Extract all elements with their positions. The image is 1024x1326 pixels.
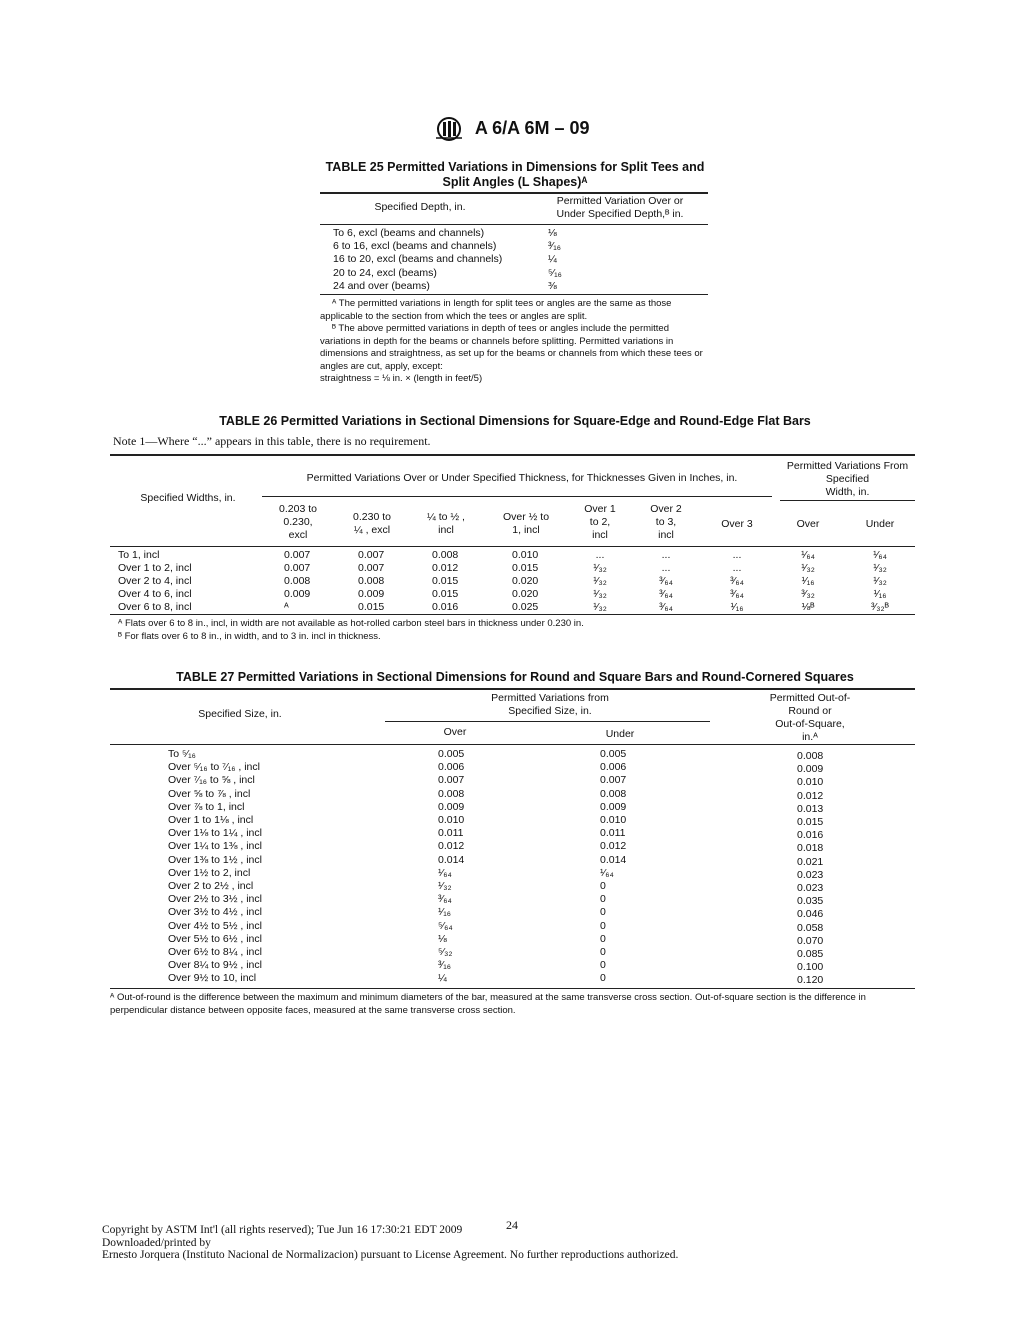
table26-footnote-a: ᴬ Flats over 6 to 8 in., incl, in width are not available as hot-rolled carbon steel bars in thickness under 0.230 in.: [118, 618, 584, 629]
table26-value-cell: 0.007: [284, 549, 311, 561]
table27-caption: TABLE 27 Permitted Variations in Sectional Dimensions for Round and Square Bars and Round-Cornered Squares: [176, 670, 854, 684]
table25-variation-cell: ¼: [548, 253, 557, 266]
table27-out-of-round-cell: 0.015: [797, 816, 824, 828]
table27-head-out-of-round: Permitted Out-of- Round or Out-of-Square, in.ᴬ: [769, 692, 851, 743]
table27-over-cell: ¹⁄₃₂: [438, 880, 452, 892]
table27-over-cell: ⁵⁄₆₄: [438, 919, 453, 932]
table27-out-of-round-cell: 0.100: [797, 961, 824, 974]
table27-under-cell: 0: [600, 959, 606, 972]
table26-subheader-line: incl: [592, 529, 608, 541]
table27-under-cell: 0: [600, 946, 606, 958]
table25-variation-cell: ⅜: [548, 279, 557, 292]
footer: [102, 1224, 678, 1262]
table27-under-cell: 0: [600, 932, 606, 945]
table26-subheader: [697, 518, 777, 531]
table27-over-cell: ⁵⁄₃₂: [438, 946, 453, 958]
table25-depth-cell: 6 to 16, excl (beams and channels): [333, 240, 497, 253]
table26-subheader-line: Over ½ to: [502, 511, 550, 523]
table26-value-cell: ¹⁄₃₂: [801, 562, 815, 574]
table25-variation-cell: ⁵⁄₁₆: [548, 266, 562, 279]
table27-out-of-round-cell: 0.046: [797, 908, 824, 921]
table27-over-cell: 0.007: [438, 774, 465, 787]
table27-size-cell: Over 1¼ to 1⅜ , incl: [168, 840, 262, 853]
table26-value-cell: 0.009: [284, 588, 311, 600]
table25-footnote-b2: straightness = ⅛ in. × (length in feet/5): [320, 373, 483, 384]
table27-head-over: Over: [443, 726, 467, 738]
table26-subheader-line: excl: [288, 529, 308, 541]
table25-depth-cell: 16 to 20, excl (beams and channels): [333, 253, 503, 266]
footer-license: Ernesto Jorquera (Instituto Nacional de Normalizacion) pursuant to License Agreement. No further reproductions authorized.: [102, 1249, 679, 1261]
table26-subheader-line: 0.230,: [283, 516, 313, 528]
table27-under-cell: 0.011: [600, 827, 626, 840]
table26-value-cell: 0.015: [432, 575, 459, 587]
table25-footnotes: [320, 298, 710, 386]
table27-out-of-round-cell: 0.016: [797, 829, 824, 842]
table27-under-cell: 0.008: [600, 787, 627, 800]
table25-variation-cell: ³⁄₁₆: [548, 240, 562, 253]
table26-value-cell: 0.015: [512, 562, 539, 574]
table27-over-cell: 0.012: [438, 840, 465, 853]
table25-footnote-a: ᴬ The permitted variations in length for split tees or angles are the same as those applicable to the section from which the tees or angles are split.: [320, 298, 672, 322]
table26-subheader-line: to 2,: [589, 516, 611, 528]
table27-size-cell: Over 1⅜ to 1½ , incl: [168, 853, 262, 866]
table27-over-cell: ³⁄₆₄: [438, 893, 452, 906]
table26-value-cell: ...: [732, 549, 742, 561]
table26-value-cell: ¹⁄₃₂: [593, 601, 607, 613]
table-row: [333, 253, 562, 266]
table-row: [333, 240, 562, 253]
table26-subheader-line: to 3,: [655, 516, 677, 528]
table27-over-cell: ³⁄₁₆: [438, 959, 452, 972]
table27-out-of-round-cell: 0.120: [797, 974, 824, 987]
table26-value-cell: 0.020: [512, 588, 539, 600]
table27-out-of-round-cell: 0.021: [797, 855, 824, 868]
table26-value-cell: ¹⁄₃₂: [873, 575, 887, 587]
table27-head-size: Specified Size, in.: [198, 708, 282, 720]
table26-value-cell: 0.015: [358, 601, 385, 613]
table26-subheader-line: Under: [865, 518, 895, 530]
table26-head-widths: Specified Widths, in.: [140, 492, 236, 504]
table27-over-cell: 0.009: [438, 800, 465, 813]
table27-out-of-round-cell: 0.012: [797, 789, 824, 802]
table26-value-cell: ³⁄₆₄: [659, 601, 673, 613]
table26-value-cell: 0.010: [512, 549, 539, 561]
document-designation: A 6/A 6M – 09: [474, 117, 590, 138]
table26-value-cell: ³⁄₆₄: [730, 575, 744, 587]
table27-over-cell: 0.014: [438, 853, 465, 866]
table26-value-cell: 0.008: [358, 575, 385, 587]
table27-size-cell: Over 4½ to 5½ , incl: [168, 919, 262, 932]
table26-subheader-line: incl: [658, 529, 674, 541]
table27-out-of-round-cell: 0.085: [797, 948, 824, 960]
table27-size-cell: Over ⅞ to 1, incl: [168, 800, 245, 813]
table27-over-cell: 0.010: [438, 814, 465, 826]
table27-out-of-round-cell: 0.058: [797, 921, 824, 934]
table26-value-cell: 0.015: [432, 588, 459, 600]
table27-head-variation: Permitted Variations from Specified Size, in.: [491, 692, 609, 717]
table26-value-cell: ¹⁄₁₆: [730, 601, 744, 613]
table25-footnote-b: ᴮ The above permitted variations in depth of tees or angles include the permitted variations in depth for the beams or channels before splitting. Permitted variations in dimensions and straightness, as set up for the beams or channels from which these tees or angles are cut, apply, except:: [320, 323, 703, 372]
table26-subheader: [840, 518, 920, 531]
table26-head-thickness: Permitted Variations Over or Under Specified Thickness, for Thicknesses Given in Inches, in.: [306, 472, 738, 484]
table-row: [333, 280, 562, 293]
table27-under-cell: 0: [600, 893, 606, 906]
table27-over-cell: 0.006: [438, 761, 465, 774]
table26-value-cell: ...: [595, 549, 605, 561]
table26-value-cell: ¹⁄₆₄: [801, 549, 815, 561]
table25-col-depth: Specified Depth, in.: [374, 201, 466, 213]
table26-width-cell: To 1, incl: [118, 549, 160, 561]
table26-value-cell: ...: [661, 549, 671, 561]
table27-under-cell: ¹⁄₆₄: [600, 866, 614, 879]
table26-subheader-line: ¼ to ½ ,: [427, 511, 465, 523]
table25-depth-cell: 20 to 24, excl (beams): [333, 266, 437, 279]
table26-value-cell: 0.020: [512, 575, 539, 587]
table27-over-cell: 0.005: [438, 748, 465, 760]
table27-over-cell: ¼: [438, 972, 447, 985]
table27-size-cell: Over 1 to 1⅛ , incl: [168, 814, 254, 826]
table-row: [333, 267, 562, 280]
table25-body: [333, 227, 562, 293]
table27-under-cell: 0.010: [600, 814, 627, 826]
table27-size-cell: To ⁵⁄₁₆: [168, 748, 196, 760]
table27-out-of-round-cell: 0.023: [797, 882, 824, 894]
table26-value-cell: ³⁄₆₄: [730, 588, 744, 600]
table27-over-cell: ⅛: [438, 932, 447, 945]
table27-size-cell: Over 2½ to 3½ , incl: [168, 893, 262, 906]
table26-subheader-line: Over 1: [584, 503, 616, 515]
table26-subheader-line: 0.203 to: [279, 503, 317, 515]
table26-value-cell: 0.009: [358, 588, 385, 600]
table27-size-cell: Over 1⅛ to 1¼ , incl: [168, 827, 262, 840]
table26-value-cell: 0.025: [512, 601, 539, 613]
table27-out-of-round-cell: 0.008: [797, 750, 824, 762]
table25-variation-cell: ⅛: [548, 227, 557, 239]
table27-size-cell: Over ⁷⁄₁₆ to ⅝ , incl: [168, 774, 255, 787]
table27-out-of-round-cell: 0.010: [797, 776, 824, 789]
table27-size-cell: Over ⅝ to ⅞ , incl: [168, 787, 251, 800]
table26-caption: TABLE 26 Permitted Variations in Sectional Dimensions for Square-Edge and Round-Edge Flat Bars: [219, 414, 811, 428]
table26-subheader-line: Over 2: [650, 503, 682, 515]
table26-subheader-line: Over 3: [721, 518, 753, 530]
table26-subheader-line: 1, incl: [512, 524, 540, 536]
table26-value-cell: 0.008: [284, 575, 311, 587]
table25-depth-cell: To 6, excl (beams and channels): [333, 227, 485, 239]
table27-footnote-a: ᴬ Out-of-round is the difference between the maximum and minimum diameters of the bar, measured at the same transverse cross section. Out-of-square section is the difference in perpendicular distance between opposite faces, measured at the same transverse cross section.: [110, 992, 866, 1016]
table26-value-cell: ¹⁄₃₂: [593, 588, 607, 600]
table26-subheader-line: Over: [796, 518, 820, 530]
table27-under-cell: 0.009: [600, 800, 627, 813]
table27-under-cell: 0.006: [600, 761, 627, 774]
table27-out-of-round-cell: 0.018: [797, 842, 824, 855]
table26-value-cell: ³⁄₆₄: [659, 575, 673, 587]
table26-subheader-line: 0.230 to: [353, 511, 391, 523]
table26-note: Note 1—Where “...” appears in this table, there is no requirement.: [113, 434, 431, 448]
table27-out-of-round-cell: 0.023: [797, 868, 824, 881]
footer-downloaded: Downloaded/printed by: [102, 1236, 211, 1249]
table27-under-cell: 0.005: [600, 748, 627, 760]
table26-width-cell: Over 1 to 2, incl: [118, 562, 192, 574]
table26-value-cell: 0.007: [358, 549, 385, 561]
table27-under-cell: 0: [600, 919, 606, 932]
table27-out-of-round-cell: 0.013: [797, 802, 824, 815]
table26-width-cell: Over 4 to 6, incl: [118, 588, 192, 600]
table27-under-cell: 0.014: [600, 853, 627, 866]
astm-logo-icon: [434, 116, 464, 142]
table26-value-cell: ⅛ᴮ: [801, 601, 815, 613]
table26-value-cell: ³⁄₃₂: [801, 588, 815, 600]
table27-out-of-round-cell: 0.070: [797, 934, 824, 947]
table26-value-cell: 0.007: [358, 562, 385, 574]
table26-footnote-b: ᴮ For flats over 6 to 8 in., in width, and to 3 in. incl in thickness.: [118, 630, 381, 642]
table26-value-cell: ...: [661, 562, 671, 574]
table27-under-cell: 0.012: [600, 840, 627, 853]
table25-col-variation: Permitted Variation Over or Under Specified Depth,ᴮ in.: [556, 195, 684, 220]
table27-size-cell: Over 9½ to 10, incl: [168, 972, 257, 985]
table26-value-cell: 0.012: [432, 562, 459, 574]
table27-over-cell: 0.011: [438, 827, 464, 840]
table26-value-cell: ¹⁄₃₂: [593, 562, 607, 574]
table25-caption: TABLE 25 Permitted Variations in Dimensions for Split Tees and Split Angles (L Shapes)ᴬ: [325, 160, 705, 189]
table26-value-cell: ...: [732, 562, 742, 574]
table27-under-cell: 0: [600, 880, 606, 892]
table26-subheader: [486, 511, 566, 537]
table27-size-cell: Over 3½ to 4½ , incl: [168, 906, 262, 919]
table26-value-cell: 0.007: [284, 562, 311, 574]
table26-value-cell: 0.008: [432, 549, 459, 561]
table26-subheader-line: incl: [438, 524, 454, 536]
table26-footnotes: [118, 618, 898, 643]
table26-value-cell: ¹⁄₁₆: [801, 575, 815, 587]
table-row: [333, 227, 562, 240]
table26-value-cell: ¹⁄₆₄: [873, 549, 887, 561]
table27-head-under: Under: [605, 728, 635, 740]
table26-value-cell: ³⁄₃₂ᴮ: [871, 601, 889, 613]
table27-out-of-round-cell: 0.035: [797, 895, 824, 908]
table27-size-cell: Over 1½ to 2, incl: [168, 866, 251, 879]
table26-subheader: [406, 511, 486, 537]
table26-head-width-var: Permitted Variations From Specified Width, in.: [786, 460, 909, 498]
table26-value-cell: ³⁄₆₄: [659, 588, 673, 600]
table26-width-cell: Over 6 to 8, incl: [118, 601, 192, 613]
table26-subheader-line: ¼ , excl: [353, 524, 391, 536]
table27-size-cell: Over 8¼ to 9½ , incl: [168, 959, 262, 972]
table26-value-cell: 0.016: [432, 601, 459, 613]
table26-value-cell: ¹⁄₁₆: [873, 588, 887, 600]
table26-value-cell: ᴬ: [284, 601, 289, 613]
page-number: 24: [506, 1218, 518, 1232]
table26-value-cell: ¹⁄₃₂: [873, 562, 887, 574]
document-header: [0, 116, 1024, 142]
table26-value-cell: ¹⁄₃₂: [593, 575, 607, 587]
table26-subheader: [332, 511, 412, 537]
table25-depth-cell: 24 and over (beams): [333, 279, 430, 292]
table27-over-cell: ¹⁄₁₆: [438, 906, 452, 919]
footer-copyright: Copyright by ASTM Int'l (all rights reserved); Tue Jun 16 17:30:21 EDT 2009: [102, 1224, 463, 1236]
table26-subheader: [258, 503, 338, 542]
table27-under-cell: 0: [600, 972, 606, 985]
table27-out-of-round-cell: 0.009: [797, 763, 824, 776]
table27-over-cell: ¹⁄₆₄: [438, 866, 452, 879]
table27-size-cell: Over 5½ to 6½ , incl: [168, 932, 262, 945]
table26-width-cell: Over 2 to 4, incl: [118, 575, 192, 587]
table27-under-cell: 0.007: [600, 774, 627, 787]
table27-over-cell: 0.008: [438, 787, 465, 800]
table26-subheader: [626, 503, 706, 542]
table27-under-cell: 0: [600, 906, 606, 919]
table27-size-cell: Over ⁵⁄₁₆ to ⁷⁄₁₆ , incl: [168, 761, 260, 774]
table26-subheader: [768, 518, 848, 531]
table27-size-cell: Over 2 to 2½ , incl: [168, 880, 254, 892]
table27-size-cell: Over 6½ to 8¼ , incl: [168, 946, 262, 958]
